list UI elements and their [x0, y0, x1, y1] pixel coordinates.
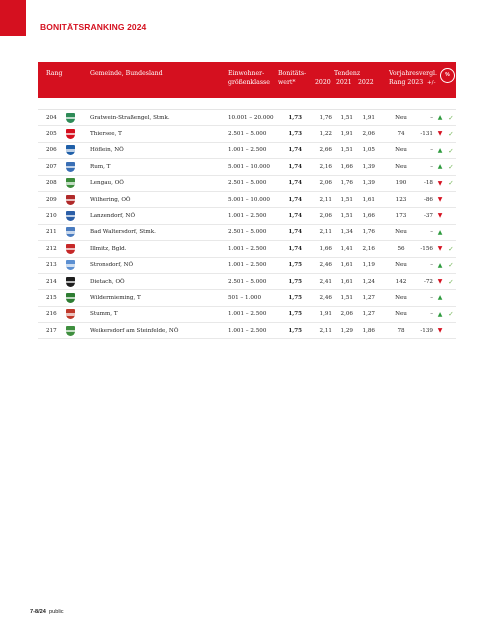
arrow-down-icon: ▼: [437, 212, 443, 220]
tendenz-2021-cell: 1,51: [340, 147, 353, 154]
tendenz-2020-cell: 1,91: [319, 311, 332, 318]
tendenz-2020-cell: 2,11: [319, 196, 332, 203]
klasse-cell: 2.501 – 5.000: [228, 130, 267, 137]
tendenz-2021-cell: 1,66: [340, 163, 353, 170]
vorjahr-rang-cell: Neu: [395, 114, 407, 121]
rang-cell: 211: [46, 229, 57, 236]
coat-of-arms-icon: [66, 113, 75, 123]
tendenz-2021-cell: 1,91: [340, 130, 353, 137]
table-row: [38, 241, 456, 257]
gemeinde-cell: Lengau, OÖ: [90, 180, 124, 187]
tendenz-2021-cell: 1,51: [340, 212, 353, 219]
check-icon: ✓: [448, 179, 454, 188]
page-footer: [30, 609, 64, 615]
tendenz-2021-cell: 1,76: [340, 180, 353, 187]
diff-cell: -37: [423, 212, 433, 219]
coat-of-arms-icon: [66, 162, 75, 172]
table-row: [38, 208, 456, 224]
tendenz-2022-cell: 2,06: [362, 130, 375, 137]
gemeinde-cell: Weikersdorf am Steinfelde, NÖ: [90, 327, 179, 334]
table-row: [38, 258, 456, 274]
col-gemeinde: Gemeinde, Bundesland: [90, 70, 163, 77]
diff-cell: -86: [423, 196, 433, 203]
diff-cell: –: [430, 229, 433, 236]
klasse-cell: 1.001 – 2.500: [228, 147, 267, 154]
klasse-cell: 501 – 1.000: [228, 294, 262, 301]
coat-of-arms-icon: [66, 309, 75, 319]
bonitaet-cell: 1,74: [288, 147, 302, 154]
check-icon: ✓: [448, 244, 454, 253]
col-bonitaet: Bonitäts-: [278, 70, 307, 77]
diff-cell: -131: [420, 130, 433, 137]
klasse-cell: 2.501 – 5.000: [228, 180, 267, 187]
tendenz-2020-cell: 2,06: [319, 180, 332, 187]
diff-cell: –: [430, 163, 433, 170]
klasse-cell: 10.001 – 20.000: [228, 114, 274, 121]
coat-of-arms-icon: [66, 326, 75, 336]
tendenz-2022-cell: 1,76: [362, 229, 375, 236]
bonitaet-cell: 1,75: [288, 311, 302, 318]
arrow-down-icon: ▼: [437, 277, 443, 285]
rang-cell: 212: [46, 245, 57, 252]
col-2022: 2022: [358, 79, 374, 86]
brand-name: public: [48, 609, 64, 615]
arrow-up-icon: ▲: [437, 163, 443, 171]
table-header: [38, 62, 456, 98]
vorjahr-rang-cell: Neu: [395, 163, 407, 170]
diff-cell: -139: [420, 327, 433, 334]
bonitaet-cell: 1,73: [288, 114, 302, 121]
table-body: [38, 110, 456, 339]
col-vorjahr-2: Rang 2023: [389, 79, 424, 86]
issue-number: 7-8/24: [30, 609, 46, 615]
diff-cell: -156: [420, 245, 433, 252]
tendenz-2022-cell: 1,61: [362, 196, 375, 203]
coat-of-arms-icon: [66, 293, 75, 303]
tendenz-2020-cell: 2,41: [319, 278, 332, 285]
diff-cell: –: [430, 114, 433, 121]
check-icon: ✓: [448, 261, 454, 270]
table-row: [38, 143, 456, 159]
rang-cell: 217: [46, 327, 57, 334]
check-icon: ✓: [448, 146, 454, 155]
vorjahr-rang-cell: 190: [395, 180, 407, 187]
ranking-table: [38, 62, 456, 339]
klasse-cell: 5.001 – 10.000: [228, 163, 270, 170]
page-title: BONITÄTSRANKING 2024: [40, 22, 147, 32]
col-2020: 2020: [315, 79, 331, 86]
bonitaet-cell: 1,73: [288, 130, 302, 137]
diff-cell: -18: [423, 180, 433, 187]
diff-cell: –: [430, 294, 433, 301]
bonitaet-cell: 1,74: [288, 212, 302, 219]
tendenz-2021-cell: 1,51: [340, 294, 353, 301]
tendenz-2021-cell: 2,06: [340, 311, 353, 318]
tendenz-2020-cell: 2,06: [319, 212, 332, 219]
tendenz-2021-cell: 1,41: [340, 245, 353, 252]
tendenz-2021-cell: 1,61: [340, 278, 353, 285]
gemeinde-cell: Lanzendorf, NÖ: [90, 212, 136, 219]
gemeinde-cell: Illmitz, Bgld.: [90, 245, 127, 252]
table-row: [38, 176, 456, 192]
klasse-cell: 1.001 – 2.500: [228, 327, 267, 334]
gemeinde-cell: Wildermieming, T: [90, 294, 141, 301]
rang-cell: 205: [46, 130, 57, 137]
tendenz-2020-cell: 2,11: [319, 229, 332, 236]
tendenz-2022-cell: 1,39: [362, 163, 375, 170]
rang-cell: 215: [46, 294, 57, 301]
tendenz-2020-cell: 1,76: [319, 114, 332, 121]
rang-cell: 206: [46, 147, 57, 154]
coat-of-arms-icon: [66, 178, 75, 188]
gemeinde-cell: Bad Waltersdorf, Stmk.: [90, 229, 156, 236]
col-tendenz: Tendenz: [334, 70, 361, 77]
col-einwohner: Einwohner-: [228, 70, 265, 77]
vorjahr-rang-cell: 78: [397, 327, 405, 334]
tendenz-2021-cell: 1,34: [340, 229, 353, 236]
tendenz-2021-cell: 1,51: [340, 114, 353, 121]
bonitaet-cell: 1,74: [288, 229, 302, 236]
coat-of-arms-icon: [66, 227, 75, 237]
vorjahr-rang-cell: 56: [397, 245, 405, 252]
gemeinde-cell: Gratwein-Straßengel, Stmk.: [90, 114, 170, 121]
check-icon: ✓: [448, 162, 454, 171]
tendenz-2022-cell: 1,86: [362, 327, 375, 334]
gemeinde-cell: Stumm, T: [90, 311, 118, 318]
arrow-up-icon: ▲: [437, 261, 443, 269]
col-rang: Rang: [46, 70, 63, 77]
rang-cell: 207: [46, 163, 57, 170]
bonitaet-cell: 1,75: [288, 294, 302, 301]
klasse-cell: 1.001 – 2.500: [228, 311, 267, 318]
gemeinde-cell: Dietach, OÖ: [90, 278, 125, 285]
rang-cell: 210: [46, 212, 57, 219]
tendenz-2022-cell: 1,27: [362, 294, 375, 301]
check-icon: ✓: [448, 310, 454, 319]
table-row: [38, 192, 456, 208]
gemeinde-cell: Höflein, NÖ: [90, 147, 124, 154]
vorjahr-rang-cell: 173: [395, 212, 407, 219]
tendenz-2022-cell: 1,66: [362, 212, 375, 219]
coat-of-arms-icon: [66, 195, 75, 205]
table-row: [38, 274, 456, 290]
coat-of-arms-icon: [66, 244, 75, 254]
coat-of-arms-icon: [66, 145, 75, 155]
arrow-down-icon: ▼: [437, 179, 443, 187]
diff-cell: -72: [423, 278, 433, 285]
coat-of-arms-icon: [66, 277, 75, 287]
rang-cell: 216: [46, 311, 57, 318]
arrow-down-icon: ▼: [437, 327, 443, 335]
percent-badge-icon: %: [440, 68, 455, 83]
tendenz-2020-cell: 1,66: [319, 245, 332, 252]
tendenz-2020-cell: 2,46: [319, 294, 332, 301]
tendenz-2022-cell: 1,24: [362, 278, 375, 285]
coat-of-arms-icon: [66, 211, 75, 221]
corner-accent: [0, 0, 26, 36]
rang-cell: 204: [46, 114, 57, 121]
header-spacer: [38, 98, 456, 110]
tendenz-2021-cell: 1,61: [340, 262, 353, 269]
bonitaet-cell: 1,74: [288, 180, 302, 187]
tendenz-2022-cell: 1,27: [362, 311, 375, 318]
tendenz-2020-cell: 2,16: [319, 163, 332, 170]
bonitaet-cell: 1,74: [288, 163, 302, 170]
table-row: [38, 290, 456, 306]
klasse-cell: 2.501 – 5.000: [228, 278, 267, 285]
arrow-down-icon: ▼: [437, 195, 443, 203]
arrow-down-icon: ▼: [437, 130, 443, 138]
arrow-up-icon: ▲: [437, 114, 443, 121]
vorjahr-rang-cell: Neu: [395, 311, 407, 318]
diff-cell: –: [430, 311, 433, 318]
arrow-up-icon: ▲: [437, 146, 443, 154]
vorjahr-rang-cell: 123: [395, 196, 407, 203]
tendenz-2022-cell: 1,91: [362, 114, 375, 121]
bonitaet-cell: 1,75: [288, 278, 302, 285]
tendenz-2021-cell: 1,29: [340, 327, 353, 334]
col-2021: 2021: [336, 79, 352, 86]
gemeinde-cell: Stronsdorf, NÖ: [90, 262, 134, 269]
diff-cell: –: [430, 262, 433, 269]
tendenz-2020-cell: 2,11: [319, 327, 332, 334]
arrow-up-icon: ▲: [437, 294, 443, 302]
vorjahr-rang-cell: Neu: [395, 262, 407, 269]
gemeinde-cell: Rum, T: [90, 163, 111, 170]
vorjahr-rang-cell: Neu: [395, 294, 407, 301]
check-icon: ✓: [448, 130, 454, 139]
klasse-cell: 2.501 – 5.000: [228, 229, 267, 236]
klasse-cell: 1.001 – 2.500: [228, 262, 267, 269]
diff-cell: –: [430, 147, 433, 154]
rang-cell: 209: [46, 196, 57, 203]
bonitaet-cell: 1,74: [288, 245, 302, 252]
table-row: [38, 323, 456, 339]
klasse-cell: 5.001 – 10.000: [228, 196, 270, 203]
coat-of-arms-icon: [66, 260, 75, 270]
bonitaet-cell: 1,75: [288, 327, 302, 334]
col-einwohner-2: größenklasse: [228, 79, 270, 86]
arrow-down-icon: ▼: [437, 245, 443, 253]
coat-of-arms-icon: [66, 129, 75, 139]
check-icon: ✓: [448, 277, 454, 286]
check-icon: ✓: [448, 113, 454, 122]
col-vorjahr: Vorjahresvergl.: [389, 70, 437, 77]
tendenz-2020-cell: 2,66: [319, 147, 332, 154]
klasse-cell: 1.001 – 2.500: [228, 212, 267, 219]
vorjahr-rang-cell: Neu: [395, 229, 407, 236]
col-plusminus: +/-: [427, 79, 436, 86]
tendenz-2020-cell: 1,22: [319, 130, 332, 137]
tendenz-2022-cell: 2,16: [362, 245, 375, 252]
bonitaet-cell: 1,75: [288, 262, 302, 269]
tendenz-2020-cell: 2,46: [319, 262, 332, 269]
arrow-up-icon: ▲: [437, 228, 443, 236]
rang-cell: 213: [46, 262, 57, 269]
tendenz-2022-cell: 1,19: [362, 262, 375, 269]
gemeinde-cell: Wilhering, OÖ: [90, 196, 131, 203]
tendenz-2021-cell: 1,51: [340, 196, 353, 203]
rang-cell: 214: [46, 278, 57, 285]
table-row: [38, 110, 456, 126]
col-bonitaet-2: wert*: [278, 79, 296, 86]
table-row: [38, 159, 456, 175]
klasse-cell: 1.001 – 2.500: [228, 245, 267, 252]
vorjahr-rang-cell: 74: [397, 130, 405, 137]
arrow-up-icon: ▲: [437, 310, 443, 318]
tendenz-2022-cell: 1,05: [362, 147, 375, 154]
vorjahr-rang-cell: Neu: [395, 147, 407, 154]
table-row: [38, 307, 456, 323]
table-row: [38, 126, 456, 142]
rang-cell: 208: [46, 180, 57, 187]
vorjahr-rang-cell: 142: [395, 278, 407, 285]
table-row: [38, 225, 456, 241]
gemeinde-cell: Thiersee, T: [90, 130, 122, 137]
tendenz-2022-cell: 1,39: [362, 180, 375, 187]
bonitaet-cell: 1,74: [288, 196, 302, 203]
